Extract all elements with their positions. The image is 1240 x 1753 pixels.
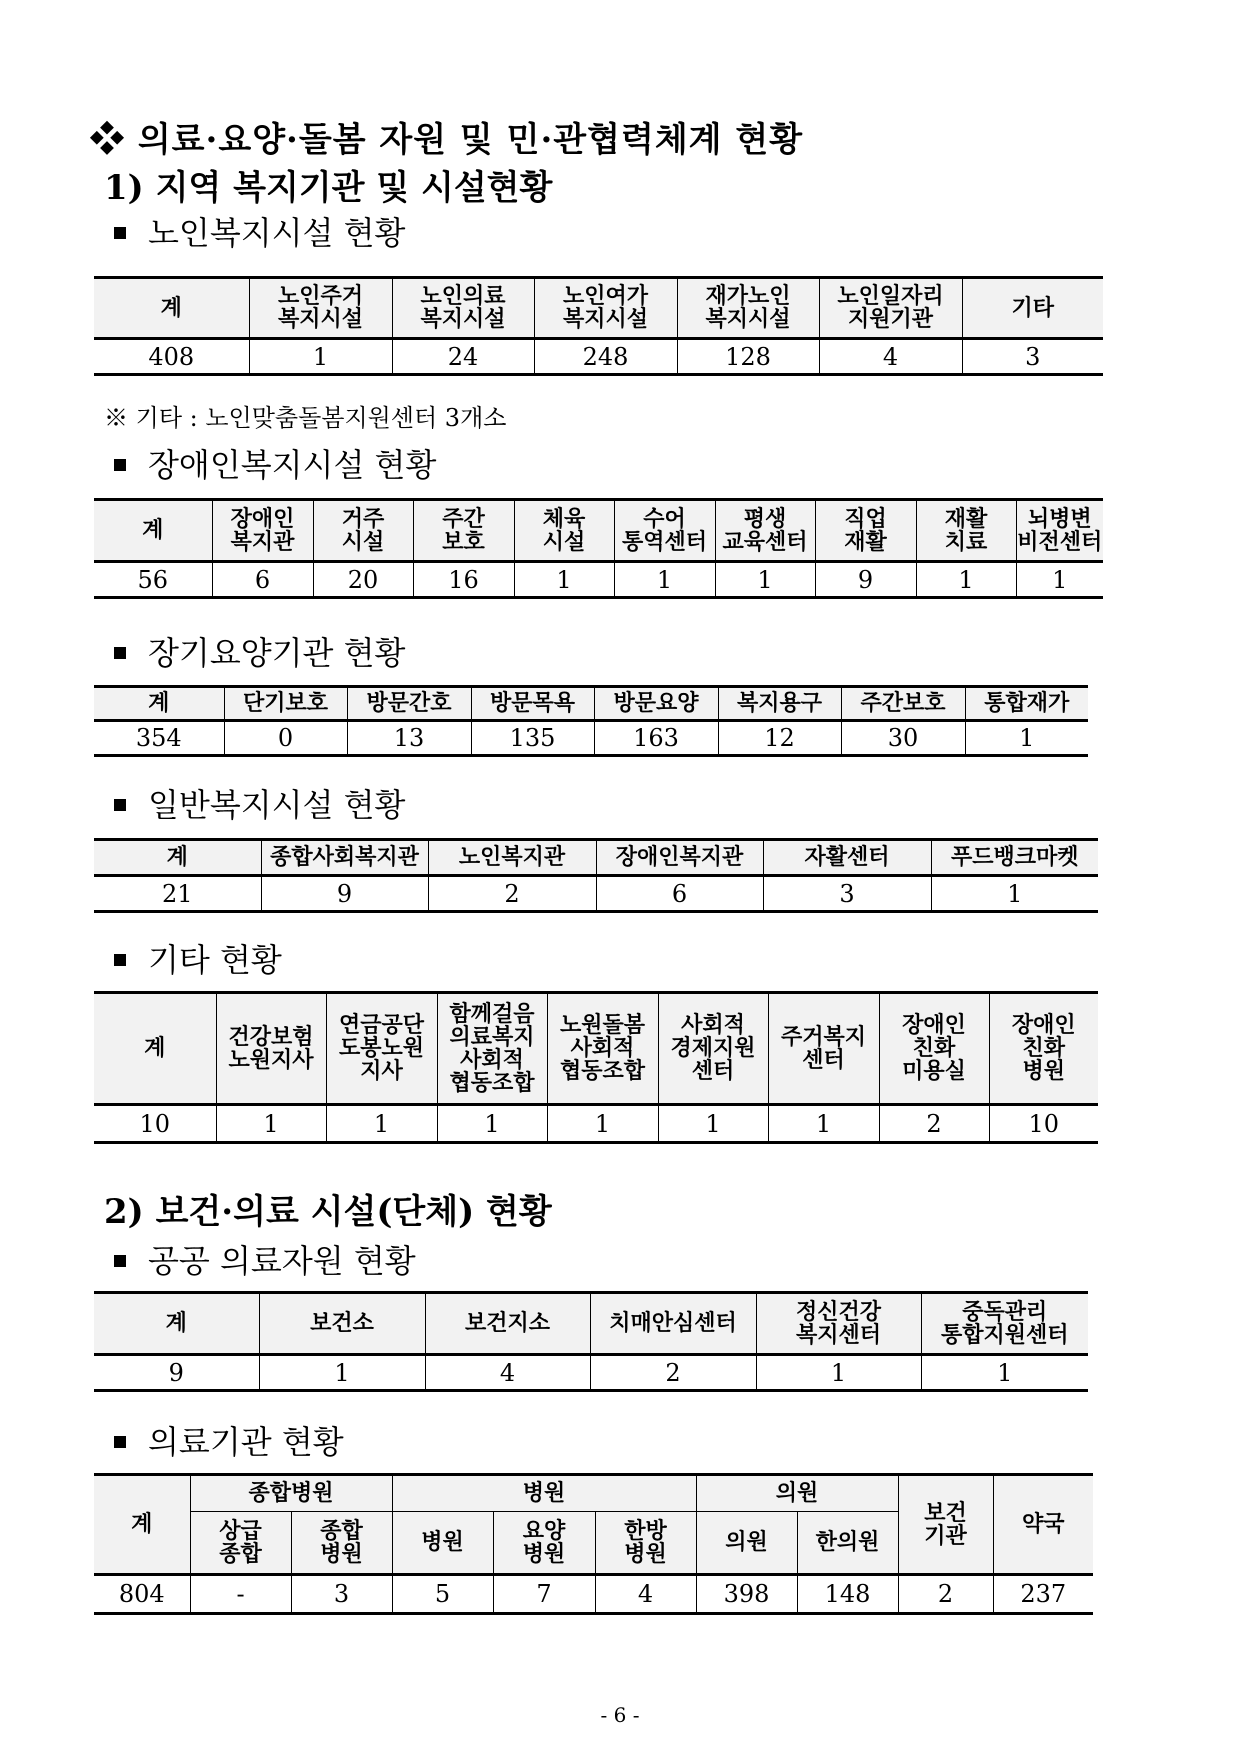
header-cell: 계 [94, 500, 212, 562]
value-cell: 2 [590, 1355, 756, 1391]
value-cell: 3 [962, 339, 1103, 375]
header-cell: 장애인 복지관 [212, 500, 313, 562]
value-cell: 1 [259, 1355, 425, 1391]
header-cell: 계 [94, 687, 224, 721]
value-cell: 135 [471, 721, 594, 756]
other-facility-table [94, 991, 1098, 1144]
header-cell: 방문목욕 [471, 687, 594, 721]
page-number: - 6 - [600, 1703, 640, 1727]
value-cell: - [190, 1575, 291, 1614]
header-cell: 뇌병변 비전센터 [1016, 500, 1103, 562]
value-cell: 248 [534, 339, 677, 375]
value-cell: 408 [94, 339, 249, 375]
value-cell: 10 [94, 1105, 216, 1143]
header-cell: 장애인복지관 [596, 840, 763, 876]
header-cell: 거주 시설 [313, 500, 413, 562]
group-header-clinic: 의원 [696, 1475, 898, 1512]
value-cell: 4 [819, 339, 962, 375]
value-cell: 7 [493, 1575, 595, 1614]
header-cell: 복지용구 [718, 687, 841, 721]
value-cell: 163 [594, 721, 718, 756]
header-cell: 노인의료 복지시설 [392, 278, 534, 339]
value-cell: 10 [989, 1105, 1098, 1143]
others-heading: 기타 현황 [114, 935, 282, 981]
value-cell: 3 [763, 876, 931, 912]
value-cell: 804 [94, 1575, 190, 1614]
value-cell: 128 [677, 339, 819, 375]
senior-heading: 노인복지시설 현황 [114, 208, 405, 254]
header-cell: 주간보호 [841, 687, 965, 721]
value-cell: 9 [94, 1355, 259, 1391]
value-cell: 16 [413, 562, 514, 598]
header-cell: 함께걸음 의료복지 사회적 협동조합 [437, 993, 547, 1105]
value-cell: 398 [696, 1575, 797, 1614]
header-cell: 노원돌봄 사회적 협동조합 [547, 993, 658, 1105]
square-bullet-icon [114, 227, 126, 239]
sub-header-cell: 상급 종합 [190, 1512, 291, 1575]
square-bullet-icon [114, 954, 126, 966]
value-cell: 1 [326, 1105, 437, 1143]
public-medical-heading: 공공 의료자원 현황 [114, 1236, 416, 1282]
value-cell: 2 [428, 876, 596, 912]
value-cell: 30 [841, 721, 965, 756]
header-cell: 장애인 친화 병원 [989, 993, 1098, 1105]
header-cell: 방문요양 [594, 687, 718, 721]
value-cell: 354 [94, 721, 224, 756]
header-cell: 장애인 친화 미용실 [879, 993, 989, 1105]
sub-header-cell: 의원 [696, 1512, 797, 1575]
header-cell: 푸드뱅크마켓 [931, 840, 1098, 876]
value-cell: 1 [514, 562, 614, 598]
value-cell: 0 [224, 721, 347, 756]
medical-heading: 의료기관 현황 [114, 1417, 344, 1463]
value-cell: 4 [595, 1575, 696, 1614]
header-cell: 종합사회복지관 [261, 840, 428, 876]
header-cell: 치매안심센터 [590, 1293, 756, 1355]
value-cell: 1 [715, 562, 815, 598]
header-cell: 보건지소 [425, 1293, 590, 1355]
value-cell: 237 [993, 1575, 1093, 1614]
square-bullet-icon [114, 647, 126, 659]
subsection-title-2: 2) 보건·의료 시설(단체) 현황 [104, 1192, 552, 1232]
value-cell: 1 [916, 562, 1016, 598]
header-cell: 수어 통역센터 [614, 500, 715, 562]
ltc-heading: 장기요양기관 현황 [114, 628, 405, 674]
ltc-facility-table [94, 685, 1088, 757]
value-cell: 56 [94, 562, 212, 598]
value-cell: 24 [392, 339, 534, 375]
sub-header-cell: 종합 병원 [291, 1512, 392, 1575]
header-cell: 재가노인 복지시설 [677, 278, 819, 339]
square-bullet-icon [114, 799, 126, 811]
value-cell: 12 [718, 721, 841, 756]
value-cell: 1 [965, 721, 1088, 756]
value-cell: 148 [797, 1575, 898, 1614]
senior-facility-table [94, 276, 1103, 376]
header-cell: 계 [94, 993, 216, 1105]
sub-header-cell: 한의원 [797, 1512, 898, 1575]
header-cell: 정신건강 복지센터 [756, 1293, 921, 1355]
health-institution-header: 보건 기관 [898, 1475, 993, 1575]
header-cell: 평생 교육센터 [715, 500, 815, 562]
value-cell: 3 [291, 1575, 392, 1614]
general-facility-table [94, 838, 1098, 913]
header-cell: 직업 재활 [815, 500, 916, 562]
value-cell: 1 [437, 1105, 547, 1143]
value-cell: 5 [392, 1575, 493, 1614]
value-cell: 6 [596, 876, 763, 912]
header-cell: 방문간호 [347, 687, 471, 721]
header-cell: 주간 보호 [413, 500, 514, 562]
header-cell: 노인일자리 지원기관 [819, 278, 962, 339]
group-header-hospital: 병원 [392, 1475, 696, 1512]
sub-header-cell: 병원 [392, 1512, 493, 1575]
pharmacy-header: 약국 [993, 1475, 1093, 1575]
medical-institution-table [94, 1473, 1093, 1615]
value-cell: 13 [347, 721, 471, 756]
sub-header-cell: 요양 병원 [493, 1512, 595, 1575]
header-cell: 재활 치료 [916, 500, 1016, 562]
value-cell: 21 [94, 876, 261, 912]
header-cell: 자활센터 [763, 840, 931, 876]
header-cell: 연금공단 도봉노원 지사 [326, 993, 437, 1105]
header-cell: 노인주거 복지시설 [249, 278, 392, 339]
header-cell: 보건소 [259, 1293, 425, 1355]
value-cell: 1 [547, 1105, 658, 1143]
value-cell: 1 [216, 1105, 326, 1143]
senior-note: ※ 기타 : 노인맞춤돌봄지원센터 3개소 [104, 404, 507, 432]
disabled-facility-table [94, 498, 1103, 599]
header-cell: 단기보호 [224, 687, 347, 721]
header-cell: 계 [94, 1293, 259, 1355]
value-cell: 1 [658, 1105, 768, 1143]
value-cell: 9 [261, 876, 428, 912]
header-cell: 사회적 경제지원 센터 [658, 993, 768, 1105]
subsection-title-1: 1) 지역 복지기관 및 시설현황 [104, 168, 553, 208]
value-cell: 1 [921, 1355, 1088, 1391]
header-cell: 계 [94, 278, 249, 339]
header-cell: 계 [94, 840, 261, 876]
value-cell: 1 [768, 1105, 879, 1143]
header-cell: 주거복지 센터 [768, 993, 879, 1105]
value-cell: 1 [756, 1355, 921, 1391]
value-cell: 1 [249, 339, 392, 375]
disabled-heading: 장애인복지시설 현황 [114, 440, 436, 486]
value-cell: 4 [425, 1355, 590, 1391]
sub-header-cell: 한방 병원 [595, 1512, 696, 1575]
square-bullet-icon [114, 459, 126, 471]
value-cell: 1 [614, 562, 715, 598]
total-header: 계 [94, 1475, 190, 1575]
value-cell: 2 [898, 1575, 993, 1614]
general-heading: 일반복지시설 현황 [114, 780, 405, 826]
value-cell: 20 [313, 562, 413, 598]
value-cell: 1 [931, 876, 1098, 912]
header-cell: 노인복지관 [428, 840, 596, 876]
value-cell: 1 [1016, 562, 1103, 598]
header-cell: 통합재가 [965, 687, 1088, 721]
value-cell: 9 [815, 562, 916, 598]
header-cell: 체육 시설 [514, 500, 614, 562]
group-header-general-hospital: 종합병원 [190, 1475, 392, 1512]
header-cell: 건강보험 노원지사 [216, 993, 326, 1105]
public-medical-table [94, 1291, 1088, 1392]
square-bullet-icon [114, 1436, 126, 1448]
section-title: ❖ 의료·요양·돌봄 자원 및 민·관협력체계 현황 [90, 120, 804, 160]
square-bullet-icon [114, 1255, 126, 1267]
header-cell: 노인여가 복지시설 [534, 278, 677, 339]
header-cell: 중독관리 통합지원센터 [921, 1293, 1088, 1355]
value-cell: 2 [879, 1105, 989, 1143]
value-cell: 6 [212, 562, 313, 598]
header-cell: 기타 [962, 278, 1103, 339]
